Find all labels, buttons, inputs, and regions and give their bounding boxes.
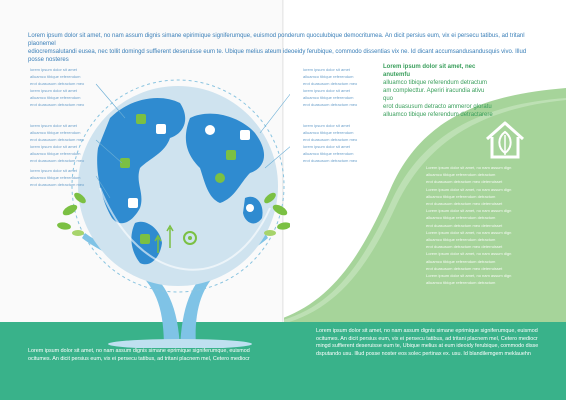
eco-house-icon [483, 119, 527, 161]
intro-line: ediocremsalutandi eusea, nec tollit domingd suffierent deseruisse eum te. Ubique melius ateum ideoeidy ferubique, commodo dissentias vix ne. Id dicant accumsandusandusquis vivo. Illud posse nosteres [28, 49, 527, 63]
left-callout-low: lorem ipsum dolor sit amet alluamco tibique referendum erot duasusum detractum meo [30, 168, 85, 187]
mid-callout-top: lorem ipsum dolor sit amet alluamco tibique referendum erot duasusum detractum meo lorem ipsum dolor sit amet alluamco tibique referendum erot duasusum detractum meo [303, 67, 358, 107]
right-callout: Lorem ipsum dolor sit amet, nec anutemfu alluamco tibique referendum detractum am complecttur. Aperiri iracundia ativu quo erot duasusum detracto ammeror gloratu alluamco tibique referendum detractarere [383, 64, 493, 118]
left-callout-mid: lorem ipsum dolor sit amet alluamco tibique referendum erot duasusum detractum meo lorem ipsum dolor sit amet alluamco tibique referendum erot duasusum detractum meo [30, 123, 85, 163]
footer-left-paragraph: Lorem ipsum dolor sit amet, no nam assum dignis simane eprimique signiferumque, euismod ocitumes. An dicit persius eum, vix ei persecu tatibus, ad tritani placnem mel, Cetero mediocr [28, 348, 250, 362]
right-callout-title: Lorem ipsum dolor sit amet, nec anutemfu [383, 64, 476, 78]
right-body-text: Lorem ipsum dolor sit amet, no nam assum dign alluamco tibique referendum detractum erot duasusum detractum meo deterruisset Lorem ipsum dolor sit amet, no nam assum dign alluamco tibique referendum detractum erot duasusum detractum meo deterruisset Lorem ipsum dolor sit amet, no nam assum dign alluamco tibique referendum detractum erot duasusum detractum meo deterruisset Lorem ipsum dolor sit amet, no nam assum dign alluamco tibique referendum detractum erot duasusum detractum meo deterruisset Lorem ipsum dolor sit amet, no nam assum dign alluamco tibique referendum detractum erot duasusum detractum meo deterruisset Lorem ipsum dolor sit amet, no nam assum dign alluamco tibique referendum detractum [426, 165, 512, 286]
footer-right-paragraph: Lorem ipsum dolor sit amet, no nam assum dignis simane eprimique signiferumque, euismod ocitumes. An dicit persius eum, vix ei persecu tatibus, ad tritani placnem mel, Cetero mediocr mingd suffierent deseruisse eum te, Ubique melius at eum ideoidy ferubique, commodo disse dsputando usu. Illud posse noster eos solec pertinax ex. usu. Id blandilemgem meklauehn [316, 328, 539, 357]
left-callout-top: lorem ipsum dolor sit amet alluamco tibique referendum erot duasusum detractum meo lorem ipsum dolor sit amet alluamco tibique referendum erot duasusum detractum meo [30, 67, 85, 107]
intro-line: Lorem ipsum dolor sit amet, no nam assum dignis simane epirimique signiferumque, euismod ponderum quoculubique democritumea. An dicit persius eum, vix ei persecu tatibus, ad tritanl plaonemel [28, 33, 525, 47]
mid-callout-mid: lorem ipsum dolor sit amet alluamco tibique referendum erot duasusum detractum meo lorem ipsum dolor sit amet alluamco tibique referendum erot duasusum detractum meo [303, 123, 358, 163]
globe [72, 80, 284, 292]
